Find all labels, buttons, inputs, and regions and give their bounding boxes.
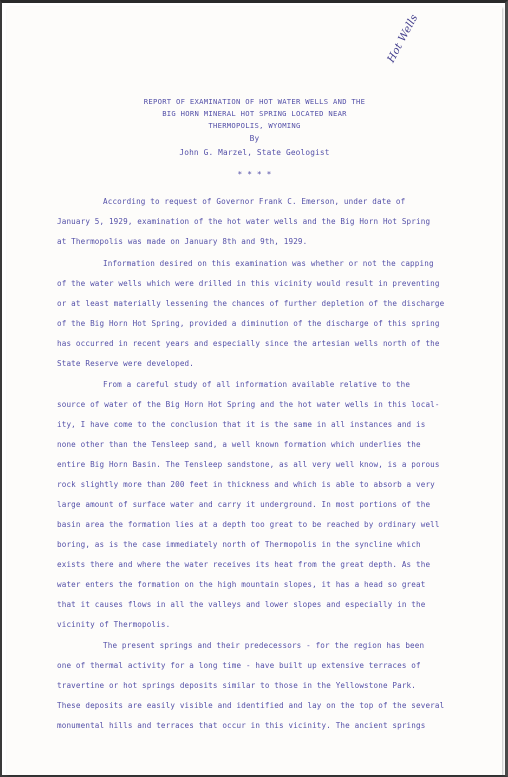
body-line: monumental hills and terraces that occur in this vicinity. The ancient springs (57, 721, 426, 730)
separator: * * * * (237, 170, 272, 179)
body-line: of the Big Horn Hot Spring, provided a diminution of the discharge of this spring (57, 319, 440, 328)
body-line: Information desired on this examination was whether or not the capping (103, 259, 434, 268)
author-line: John G. Marzel, State Geologist (179, 148, 330, 157)
body-line: State Reserve were developed. (57, 359, 194, 368)
by-line: By (249, 134, 260, 143)
body-line: of the water wells which were drilled in this vicinity would result in preventing (57, 279, 440, 288)
body-line: From a careful study of all information available relative to the (103, 380, 411, 389)
title-line-1: REPORT OF EXAMINATION OF HOT WATER WELLS AND THE (143, 97, 366, 106)
body-line: one of thermal activity for a long time - have built up extensive terraces of (57, 661, 421, 670)
body-line: travertine or hot springs deposits similar to those in the Yellowstone Park. (57, 681, 417, 690)
document-page (7, 7, 502, 775)
body-line: source of water of the Big Horn Hot Spring and the hot water wells in this local- (57, 400, 440, 409)
body-line: January 5, 1929, examination of the hot water wells and the Big Horn Hot Spring (57, 217, 431, 226)
body-line: or at least materially lessening the chances of further depletion of the discharge (57, 299, 445, 308)
body-line: ity, I have come to the conclusion that it is the same in all instances and is (57, 420, 426, 429)
title-line-3: THERMOPOLIS, WYOMING (208, 121, 301, 130)
body-line: water enters the formation on the high mountain slopes, it has a head so great (57, 580, 426, 589)
title-line-2: BIG HORN MINERAL HOT SPRING LOCATED NEAR (162, 109, 347, 118)
body-line: basin area the formation lies at a depth too great to be reached by ordinary well (57, 520, 440, 529)
body-line: exists there and where the water receives its heat from the great depth. As the (57, 560, 431, 569)
body-line: entire Big Horn Basin. The Tensleep sandstone, as all very well know, is a porous (57, 460, 440, 469)
body-line: boring, as is the case immediately north of Thermopolis in the syncline which (57, 540, 421, 549)
body-line: that it causes flows in all the valleys and lower slopes and especially in the (57, 600, 426, 609)
body-line: has occurred in recent years and especially since the artesian wells north of the (57, 339, 440, 348)
body-line: vicinity of Thermopolis. (57, 620, 171, 629)
body-line: none other than the Tensleep sand, a well known formation which underlies the (57, 440, 421, 449)
body-line: These deposits are easily visible and identified and lay on the top of the several (57, 701, 445, 710)
body-line: The present springs and their predecessors - for the region has been (103, 641, 425, 650)
handwritten-note: Hot Wells (385, 12, 421, 65)
body-line: According to request of Governor Frank C. Emerson, under date of (103, 197, 406, 206)
body-line: at Thermopolis was made on January 8th and 9th, 1929. (57, 237, 308, 246)
body-line: large amount of surface water and carry it underground. In most portions of the (57, 500, 431, 509)
body-line: rock slightly more than 200 feet in thickness and which is able to absorb a very (57, 480, 435, 489)
